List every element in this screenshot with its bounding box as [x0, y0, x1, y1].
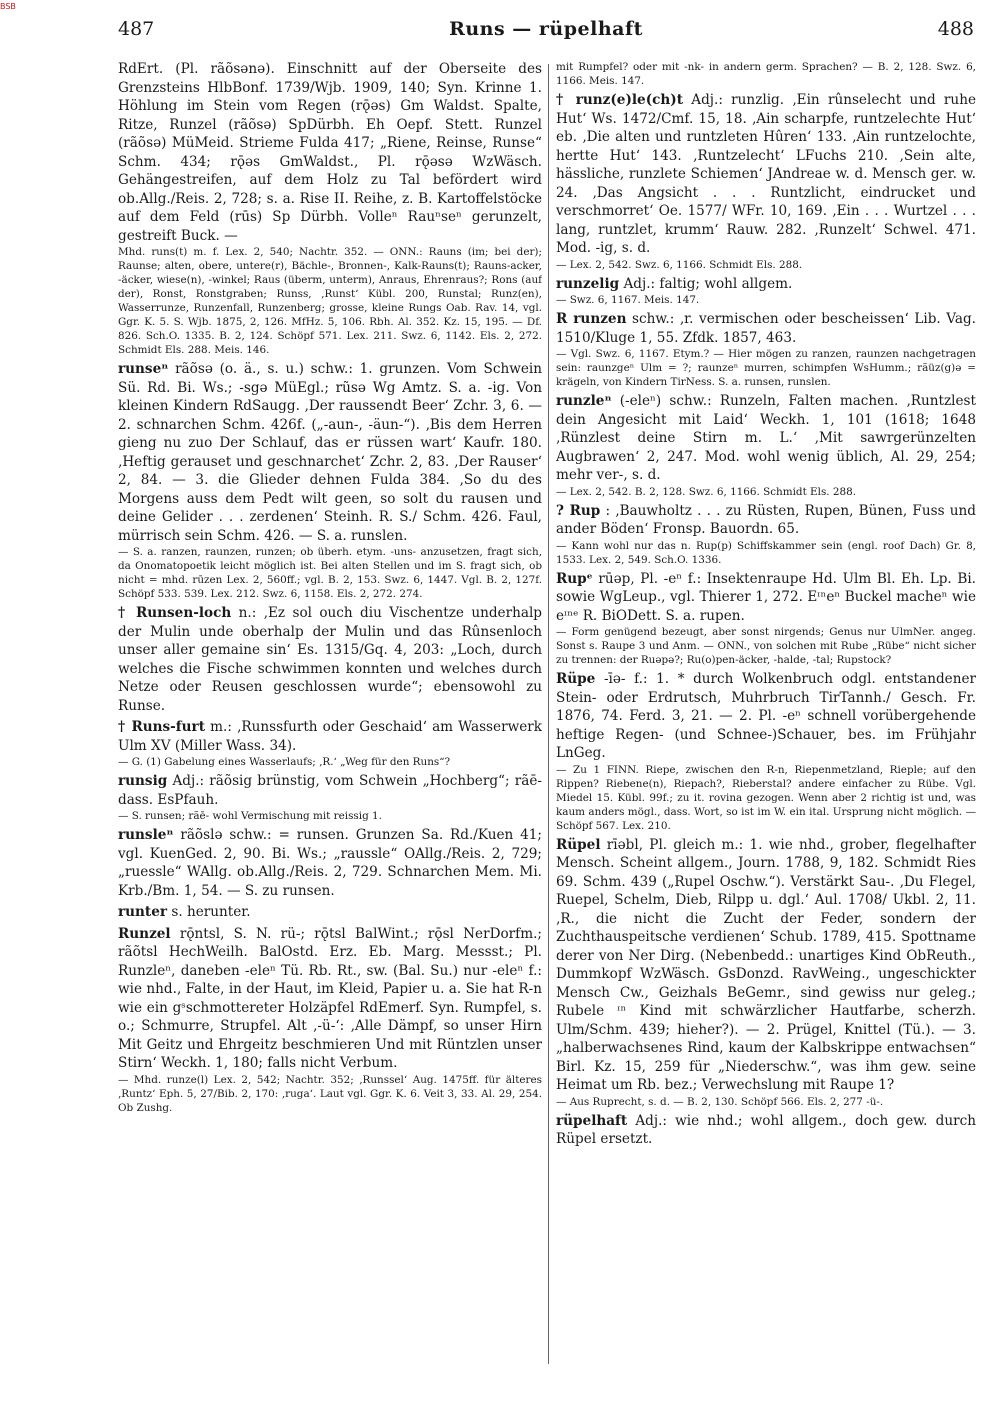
headword: runzleⁿ	[556, 393, 612, 409]
entry-notes: — S. runsen; rãē- wohl Vermischung mit reissig 1.	[118, 810, 382, 822]
dictionary-entry	[556, 570, 976, 668]
entry-text: RdErt. (Pl. rãõsənə). Einschnitt auf der Oberseite des Grenzsteins HlbBonf. 1739/Wjb. 1909, 140; Syn. Krinne 1. Höhlung im Stein vom Regen (rǭəs) Gm Waldst. Spalte, Ritze, Runzel (rãõsə) SpDürbh. Eh Oepf. Stett. Runzel (rãõsə) MüMeid. Strieme Fulda 417; „Riene, Reinse, Runse“ Schm. 434; rǭəs GmWaldst., Pl. rǭəsə WzWäsch. Gehängestreifen, auf dem Holz zu Tal befördert wird ob.Allg./Reis. 2, 728; s. a. Rise II. Reihe, z. B. Kartoffelstöcke auf dem Feld (rūs) Sp Dürbh. Volleⁿ Rauⁿseⁿ gerunzelt, gestreift Buck. —	[118, 61, 542, 244]
headword: runsig	[118, 773, 168, 789]
dictionary-entry	[556, 670, 976, 833]
entry-notes: — Lex. 2, 542. Swz. 6, 1166. Schmidt Els. 288.	[556, 258, 803, 271]
dictionary-entry	[556, 836, 976, 1109]
headword: runseⁿ	[118, 361, 169, 377]
page-number-right: 488	[937, 18, 974, 40]
headword: Runzel	[118, 925, 171, 942]
entry-text: rīəbl, Pl. gleich m.: 1. wie nhd., grober, flegelhafter Mensch. Scheint allgem., Journ. 1788, 9, 182. Schmidt Ries 69. Schm. 439 („Rupel Oschw.“). Verstärkt Sau-. ‚Du Flegel, Ruepel, Schelm, Dieb, Rilpp u. dgl.‘ Aul. 1708/ Ukbl. 2, 11. ‚R., die nicht die Zucht der Feder, sondern der Zuchthauspeitsche verdienen‘ Schub. 1789, 415. Spottname derer von Ner Dirg. (Nebenbedd.: unartiges Kind ObReuth., Dummkopf WzWäsch. GsDonzd. RavWeing., ungeschickter Mensch Cw., Geizhals BeGemr., sind gewiss nur geleg.; Rubele ᶦⁿ Kind mit schwärzlicher Hautfarbe, scherzh. Ulm/Schm. 439; hieher?). — 2. Prügel, Knittel (Tü.). — 3. „halberwachsenes Rind, kaum der Kalbskrippe entwachsen“ Birl. Kz. 15, 259 für „Niederschw.“, was ihm gew. seine Heimat um Rb. bez.; Verwechslung mit Raupe 1?	[556, 836, 976, 1093]
dictionary-entry	[118, 772, 542, 823]
headword: † runz(e)le(ch)t	[556, 92, 684, 108]
entry-text: rãõslə schw.: = runsen. Grunzen Sa. Rd./Kuen 41; vgl. KuenGed. 2, 90. Bi. Ws.; „raussle“ OAllg./Reis. 2, 729; „ruessle“ WAllg. ob.Allg./Reis. 2, 729. Schnarchen Mem. Mi. Krb./Bm. 1, 54. — S. zu runsen.	[118, 827, 542, 899]
dictionary-entry	[118, 360, 542, 601]
dictionary-entry	[118, 718, 542, 769]
entry-text: : ‚Bauwholtz . . . zu Rüsten, Rupen, Bünen, Fuss und ander Böden‘ Fronsp. Bauordn. 65.	[556, 502, 976, 537]
headword: † Runs-furt	[118, 719, 205, 735]
page-number-left: 487	[118, 18, 155, 40]
entry-notes: — Lex. 2, 542. B. 2, 128. Swz. 6, 1166. Schmidt Els. 288.	[556, 485, 857, 498]
entry-text: Adj.: rãõsig brünstig, vom Schwein „Hochberg“; rãē- dass. EsPfauh.	[118, 773, 542, 808]
headword: Rüpe	[556, 671, 596, 687]
dictionary-entry	[556, 310, 976, 389]
dictionary-entry	[556, 60, 976, 88]
headword: † Runsen-loch	[118, 605, 232, 621]
entry-text: s. herunter.	[171, 904, 251, 920]
entry-notes: — Form genügend bezeugt, aber sonst nirgends; Genus nur UlmNer. angeg. Sonst s. Raupe 3 und Anm. — ONN., von solchen mit Rube „Rübe“ nicht sicher zu trennen: der Ruəpə?; Ru(o)pen-äcker, -halde, -tal; Rupstock?	[556, 626, 976, 666]
entry-text: rǭntsl, S. N. rü-; rǭtsl BalWint.; rǭsl NerDorfm.; rãõtsl HechWeilh. BalOstd. Erz. Eb. Marg. Messst.; Pl. Runzleⁿ, daneben -eleⁿ Tü. Rb. Rt., sw. (Bal. Su.) nur -eleⁿ f.: wie nhd., Falte, in der Haut, im Kleid, Papier u. a. Sie hat R-n wie ein gˢschmottereter Holzäpfel RdEmerf. Syn. Rumpfel, s. o.; Schmurre, Strupfel. Alt ‚-ü-‘: ‚Alle Dämpf, so unser Hirn Mit Geitz und Ehrgeitz beschmieren Und mit Rüntzlen unser Stirn‘ Weckh. 1, 180; falls nicht Verbum.	[118, 925, 542, 1071]
entry-text: (-eleⁿ) schw.: Runzeln, Falten machen. ‚Runtzlest dein Angesicht mit Laid‘ Weckh. 1, 101 (1618; 1648 ‚Rünzlest deine Stirn m. L.‘ ‚Mit sawrgerünzelten Augbrawen‘ 2, 247. Mod. wohl wenig üblich, Al. 29, 254; mehr ver-, s. d.	[556, 393, 976, 483]
dictionary-entry	[118, 925, 542, 1115]
entry-notes: — Zu 1 FINN. Riepe, zwischen den R-n, Riepenmetzland, Rieple; auf den Rippen? Riebene(n), Riepach?, Rieberstal? andere einfacher zu Rübe. Vgl. Miedel 15. Kübl. 99f.; zu it. rovina gezogen. Wenn aber 2 richtig ist und, was kaum anders mögl., dass. Wort, so ist im W. ein ital. Ursprung nicht möglich. — Schöpf 567. Lex. 210.	[556, 763, 976, 832]
column-divider	[548, 64, 549, 1364]
dictionary-entry	[556, 1112, 976, 1149]
headword: Rupᵉ	[556, 570, 593, 587]
page-header	[118, 12, 974, 46]
entry-text: n.: ‚Ez sol ouch diu Vischentze underhalp der Mulin unde oberhalp der Mulin und das Rûnsenloch unser aller gemaine sin‘ Es. 1315/Gq. 4, 203: „Loch, durch welches die Fische schwimmen konnten und welches durch Netze oder Reusen geschlossen wurde“; ebensowohl zu Runse.	[118, 605, 542, 714]
headword: rüpelhaft	[556, 1112, 628, 1129]
dictionary-entry	[118, 604, 542, 715]
entry-notes: mit Rumpfel? oder mit -nk- in andern germ. Sprachen? — B. 2, 128. Swz. 6, 1166. Meis. 147.	[556, 61, 976, 87]
entry-notes: Mhd. runs(t) m. f. Lex. 2, 540; Nachtr. 352. — ONN.: Rauns (im; bei der); Raunse; alten, obere, untere(r), Bächle-, Bronnen-, Kalk-Rauns(t); Rauns-acker, -äcker, wiese(n), -winkel; Raus (überm, unterm), Anraus, Ehrenraus?; Rons (auf der), Ronst, Ronstgraben; Runss, ‚Runst‘ Kübl. 200, Runstal; Runz(en), Wasserrunze, Runzenfall, Runzenberg; grosse, kleine Rungs Oab. Rav. 14, vgl. Ggr. K. 5. S. Wjb. 1875, 2, 126. MfHz. 5, 106. Rbh. Al. 352. Kz. 15, 195. — Df. 826. Sch.O. 1335. B. 2, 124. Schöpf 571. Lex. 211. Swz. 6, 1142. Els. 2, 272. Schmidt Els. 288. Meis. 146.	[118, 246, 542, 356]
headword: R runzen	[556, 311, 627, 327]
headword: runsleⁿ	[118, 827, 174, 843]
entry-text: rãõsə (o. ä., s. u.) schw.: 1. grunzen. Vom Schwein Sü. Rd. Bi. Ws.; -sgə MüEgl.; rũsə Wg Amtz. S. a. -ig. Von kleinen Kindern RdSaugg. ‚Der raussendt Beer‘ Zchr. 3, 6. — 2. schnarchen Schm. 426f. („-aun-, -äun-“). ‚Bis dem Herren gieng nu zuo Der Schlauf, das er rüssen wart‘ Kaufr. 180. ‚Heftig gerauset und geschnarchet‘ Zchr. 2, 83. ‚Der Rauser‘ 2, 84. — 3. die Glieder dehnen Fulda 384. ‚So du des Morgens auss dem Pedt wilt geen, so solt du rausen und deine Gelider . . . zerdenen‘ Steinh. R. S./ Schm. 426. Faul, mürrisch sein Schm. 426. — S. a. runslen.	[118, 361, 542, 544]
entry-text: rūəp, Pl. -eⁿ f.: Insektenraupe Hd. Ulm Bl. Eh. Lp. Bi. sowie WgLeup., vgl. Thierer 1, 272. Eᶦⁿeⁿ Buckel macheⁿ wie eᶦⁿᵉ R. BiODett. S. a. rupen.	[556, 570, 976, 624]
dictionary-entry	[556, 91, 976, 272]
dictionary-entry	[118, 60, 542, 357]
entry-notes: — S. a. ranzen, raunzen, runzen; ob überh. etym. -uns- anzusetzen, fragt sich, da Onomatopoetik leicht möglich ist. Bei alten Stellen und im S. fragt sich, ob nicht = mhd. rūzen Lex. 2, 560ff.; vgl. B. 2, 153. Swz. 6, 1447. Vgl. B. 2, 127f. Schöpf 533. 539. Lex. 212. Swz. 6, 1158. Els. 2, 272. 274.	[118, 546, 542, 600]
left-column	[118, 60, 542, 1370]
headword: runter	[118, 904, 168, 920]
entry-text: -īə- f.: 1. * durch Wolkenbruch odgl. entstandener Stein- oder Erdrutsch, Muhrbruch TirTannh./ Gesch. Fr. 1876, 74. Ferd. 3, 21. — 2. Pl. -eⁿ schnell vorübergehende heftige Regen- (und Schnee-)Schauer, bes. im Frühjahr LnGeg.	[556, 671, 976, 761]
entry-text: Adj.: faltig; wohl allgem.	[623, 275, 793, 292]
entry-notes: — Swz. 6, 1167. Meis. 147.	[556, 294, 700, 306]
entry-text: Adj.: wie nhd.; wohl allgem., doch gew. durch Rüpel ersetzt.	[556, 1112, 976, 1147]
headword: ? Rup	[556, 502, 601, 519]
entry-notes: — Kann wohl nur das n. Rup(p) Schiffskammer sein (engl. roof Dach) Gr. 8, 1533. Lex. 2, 549. Sch.O. 1336.	[556, 539, 976, 566]
right-column	[556, 60, 976, 1370]
headword: runzelig	[556, 275, 620, 292]
dictionary-entry	[556, 275, 976, 308]
entry-notes: — G. (1) Gabelung eines Wasserlaufs; ‚R.‘ „Weg für den Runs“?	[118, 756, 451, 768]
running-title: Runs — rüpelhaft	[449, 18, 643, 40]
entry-notes: — Mhd. runze(l) Lex. 2, 542; Nachtr. 352; ‚Runssel‘ Aug. 1475ff. für älteres ‚Runtz‘ Eph. 5, 27/Bib. 2, 170: ‚ruga‘. Laut vgl. Ggr. K. 6. Veit 3, 33. Al. 29, 254. Ob Zushg.	[118, 1073, 542, 1114]
entry-text: schw.: ‚r. vermischen oder bescheissen‘ Lib. Vag. 1510/Kluge 1, 55. Zfdk. 1857, 463.	[556, 311, 976, 346]
headword: Rüpel	[556, 836, 601, 853]
entry-text: m.: ‚Runssfurth oder Geschaid‘ am Wasserwerk Ulm XV (Miller Wass. 34).	[118, 719, 542, 754]
library-stamp: BSB	[0, 2, 16, 11]
dictionary-entry	[556, 392, 976, 499]
entry-notes: — Vgl. Swz. 6, 1167. Etym.? — Hier mögen zu ranzen, raunzen nachgetragen sein: raunzgeⁿ Ulm = ?; raunzeⁿ murren, schimpfen WsHumm.; rãüz(g)ə = krägeln, von Kindern TirNess. S. a. runsen, runslen.	[556, 348, 976, 388]
entry-notes: — Aus Ruprecht, s. d. — B. 2, 130. Schöpf 566. Els. 2, 277 -ü-.	[556, 1095, 884, 1108]
dictionary-entry	[556, 502, 976, 567]
dictionary-entry	[118, 826, 542, 900]
dictionary-entry	[118, 903, 542, 922]
entry-text: Adj.: runzlig. ‚Ein rûnselecht und ruhe Hut‘ Ws. 1472/Cmf. 15, 18. ‚Ain scharpfe, runtzelechte Hut‘ eb. ‚Die alten und runtzleten Hûren‘ 133. ‚Ain runtzelochte, hertte Hut‘ 143. ‚Runtzelecht‘ LFuchs 210. ‚Sein alte, hässliche, runzlete Schiemen‘ JAndreae w. d. Mensch ger. w. 24. ‚Das Angsicht . . . Runtzlicht, eindrucket und verschmorret‘ Oe. 1577/ WFr. 10, 169. ‚Ein . . . Wurtzel . . . lang, runtzlet, krumm‘ Rauw. 282. ‚Runzelt‘ Schwel. 471. Mod. -ig, s. d.	[556, 92, 976, 256]
